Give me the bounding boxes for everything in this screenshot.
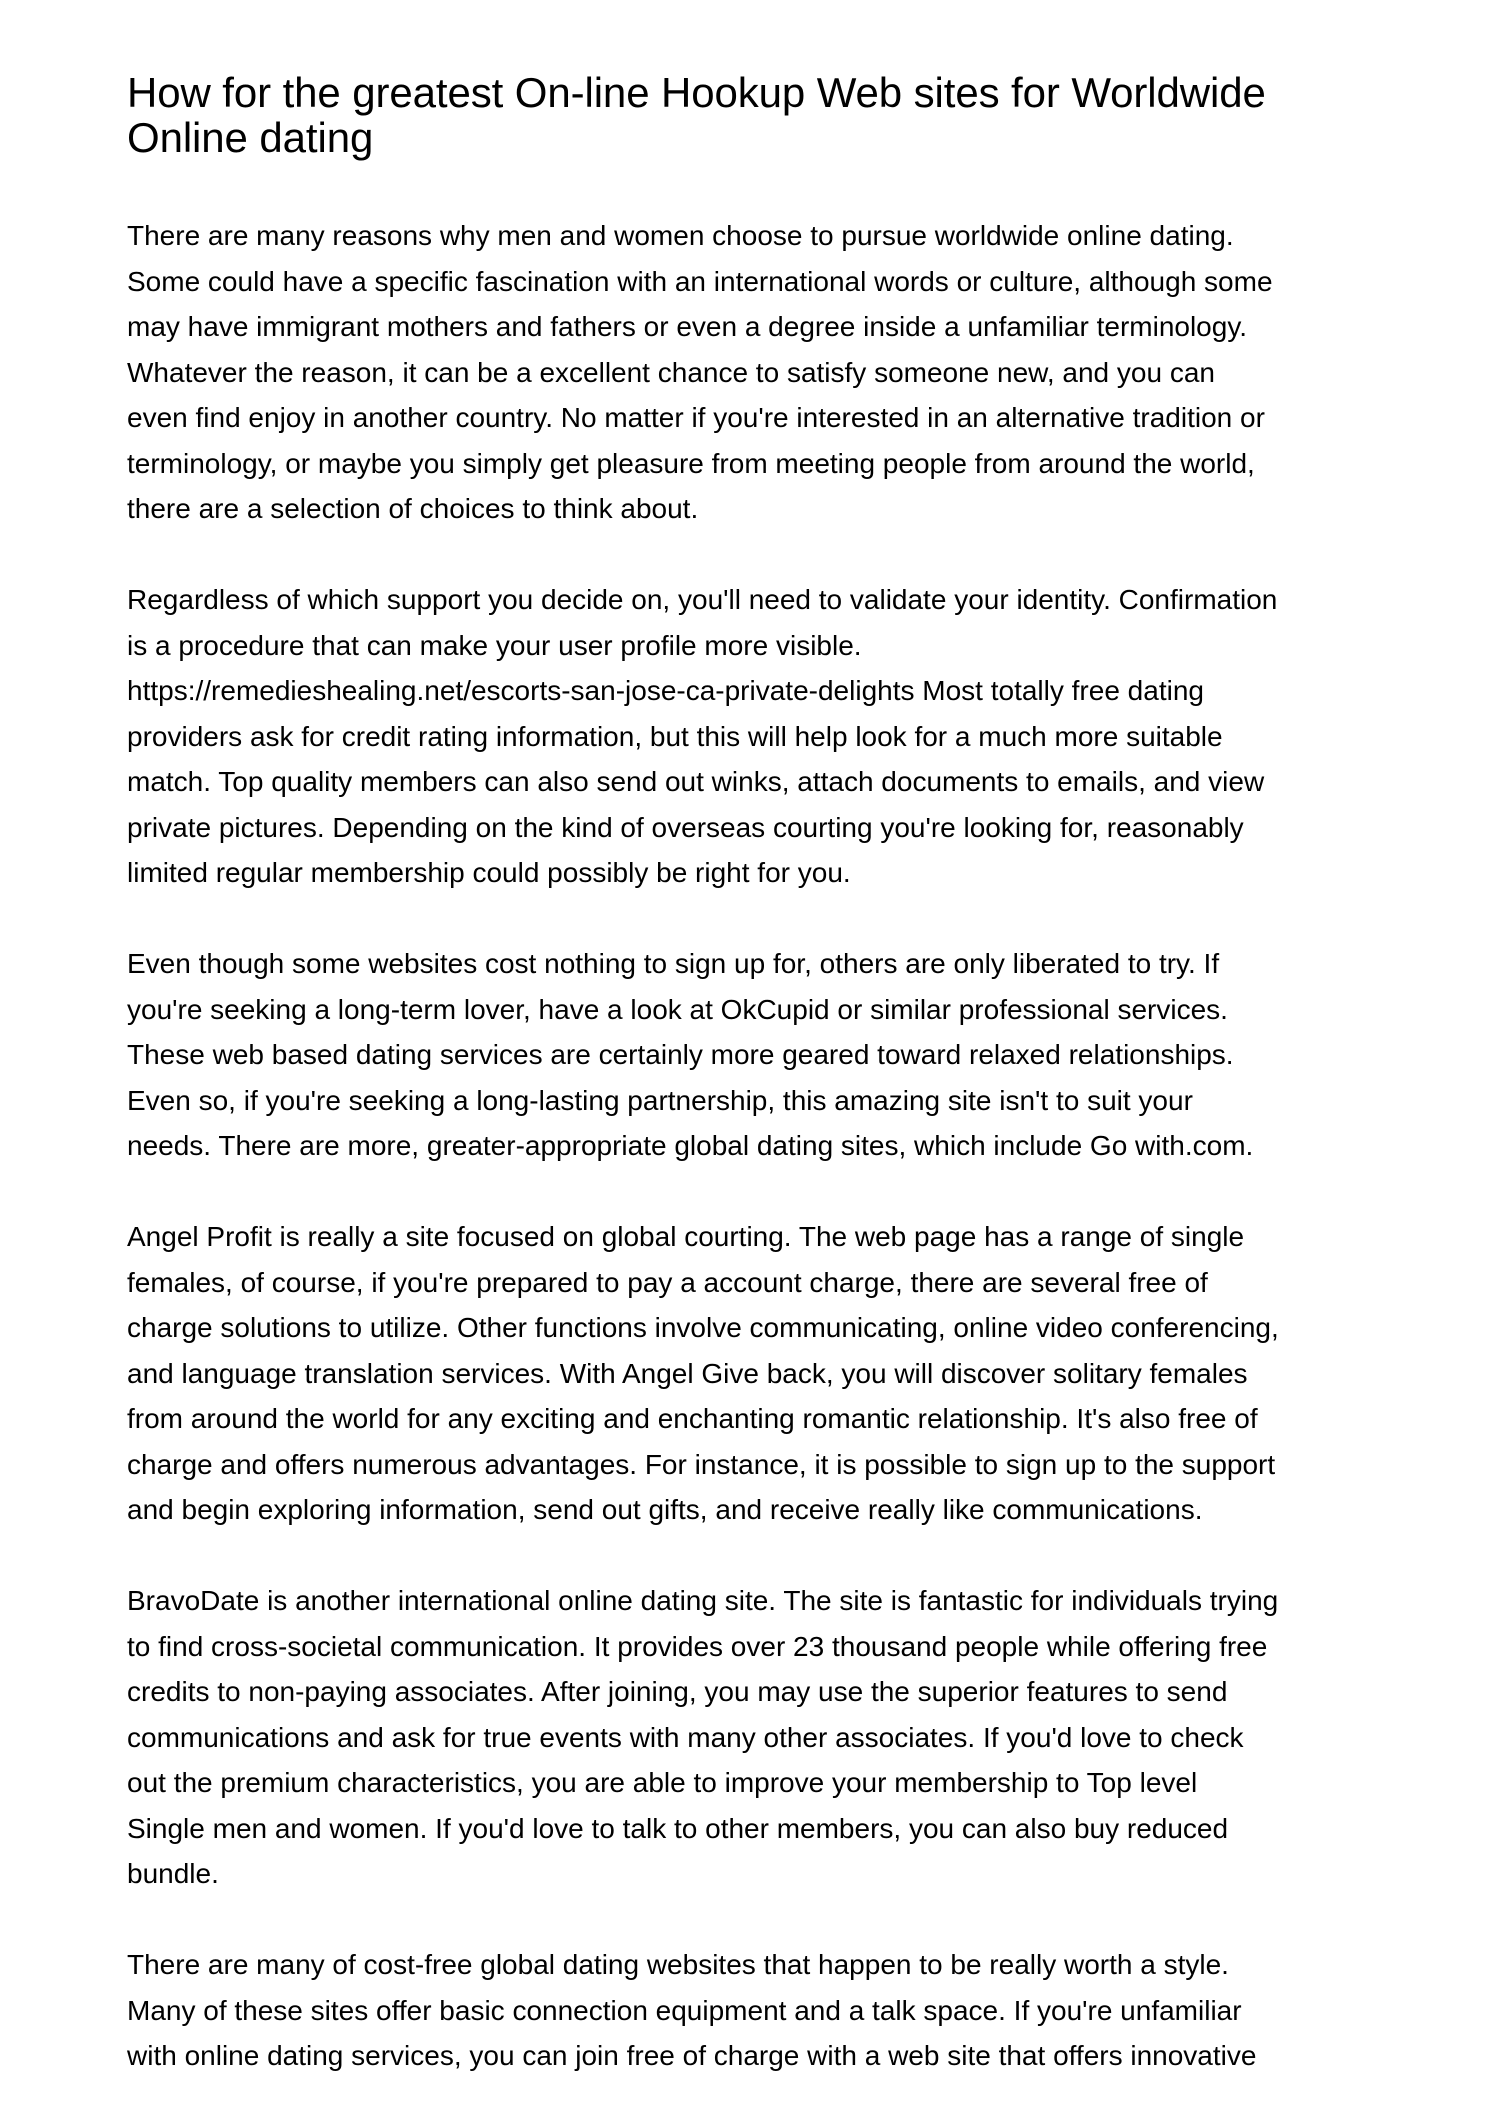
text-line: These web based dating services are certainly more geared toward relaxed relationships. xyxy=(127,1039,1234,1070)
text-line: Even though some websites cost nothing to sign up for, others are only liberated to try. If xyxy=(127,948,1220,979)
text-line: terminology, or maybe you simply get pleasure from meeting people from around the world, xyxy=(127,447,1255,479)
document-title xyxy=(127,70,1387,160)
text-line: There are many reasons why men and women choose to pursue worldwide online dating. xyxy=(127,220,1234,251)
text-line: Regardless of which support you decide on, you'll need to validate your identity. Confirmation xyxy=(127,584,1278,615)
text-line: females, of course, if you're prepared to pay a account charge, there are several free of xyxy=(127,1266,1208,1298)
text-line: charge solutions to utilize. Other functions involve communicating, online video conferencing, xyxy=(127,1312,1279,1343)
text-line: https://remedieshealing.net/escorts-san-jose-ca-private-delights Most totally free dating xyxy=(127,675,1204,706)
text-line: match. Top quality members can also send out winks, attach documents to emails, and view xyxy=(127,766,1265,797)
text-line: Some could have a specific fascination with an international words or culture, although some xyxy=(127,265,1273,297)
text-line: may have immigrant mothers and fathers or even a degree inside a unfamiliar terminology. xyxy=(127,311,1248,342)
text-line: with online dating services, you can join free of charge with a web site that offers innovative xyxy=(127,2040,1257,2071)
paragraph-verification xyxy=(127,577,1387,896)
text-line: BravoDate is another international online dating site. The site is fantastic for individuals trying xyxy=(127,1585,1279,1616)
paragraph-intro xyxy=(127,213,1387,532)
text-line: is a procedure that can make your user profile more visible. xyxy=(127,629,862,661)
text-line: and begin exploring information, send out gifts, and receive really like communications. xyxy=(127,1494,1203,1525)
text-line: Even so, if you're seeking a long-lasting partnership, this amazing site isn't to suit your xyxy=(127,1084,1193,1116)
text-line: bundle. xyxy=(127,1858,219,1889)
text-line: credits to non-paying associates. After joining, you may use the superior features to send xyxy=(127,1676,1228,1707)
paragraph-bravodate xyxy=(127,1578,1387,1897)
document-body xyxy=(127,213,1387,2124)
paragraph-cost-free xyxy=(127,1942,1387,2079)
text-line: charge and offers numerous advantages. For instance, it is possible to sign up to the support xyxy=(127,1448,1276,1480)
text-line: limited regular membership could possibly be right for you. xyxy=(127,857,851,888)
text-line: there are a selection of choices to think about. xyxy=(127,493,699,524)
paragraph-angel xyxy=(127,1214,1387,1533)
text-line: private pictures. Depending on the kind of overseas courting you're looking for, reasonably xyxy=(127,811,1244,843)
text-line: out the premium characteristics, you are able to improve your membership to Top level xyxy=(127,1767,1198,1798)
text-line: Whatever the reason, it can be a excellent chance to satisfy someone new, and you can xyxy=(127,356,1215,388)
text-line: Many of these sites offer basic connection equipment and a talk space. If you're unfamiliar xyxy=(127,1994,1242,2026)
text-line: to find cross-societal communication. It provides over 23 thousand people while offering free xyxy=(127,1630,1268,1662)
title-line: How for the greatest On-line Hookup Web sites for Worldwide xyxy=(127,69,1266,116)
text-line: Single men and women. If you'd love to talk to other members, you can also buy reduced xyxy=(127,1812,1229,1844)
text-line: communications and ask for true events with many other associates. If you'd love to check xyxy=(127,1721,1244,1753)
title-line: Online dating xyxy=(127,114,374,161)
text-line: There are many of cost-free global dating websites that happen to be really worth a style. xyxy=(127,1949,1229,1980)
text-line: needs. There are more, greater-appropriate global dating sites, which include Go with.com. xyxy=(127,1130,1254,1161)
text-line: you're seeking a long-term lover, have a look at OkCupid or similar professional services. xyxy=(127,993,1228,1025)
text-line: and language translation services. With Angel Give back, you will discover solitary females xyxy=(127,1357,1248,1389)
text-line: from around the world for any exciting and enchanting romantic relationship. It's also free of xyxy=(127,1403,1258,1434)
text-line: Angel Profit is really a site focused on global courting. The web page has a range of single xyxy=(127,1221,1245,1252)
paragraph-free-sites xyxy=(127,941,1387,1169)
text-line: providers ask for credit rating information, but this will help look for a much more suitable xyxy=(127,720,1223,752)
text-line: even find enjoy in another country. No matter if you're interested in an alternative tradition or xyxy=(127,402,1265,433)
